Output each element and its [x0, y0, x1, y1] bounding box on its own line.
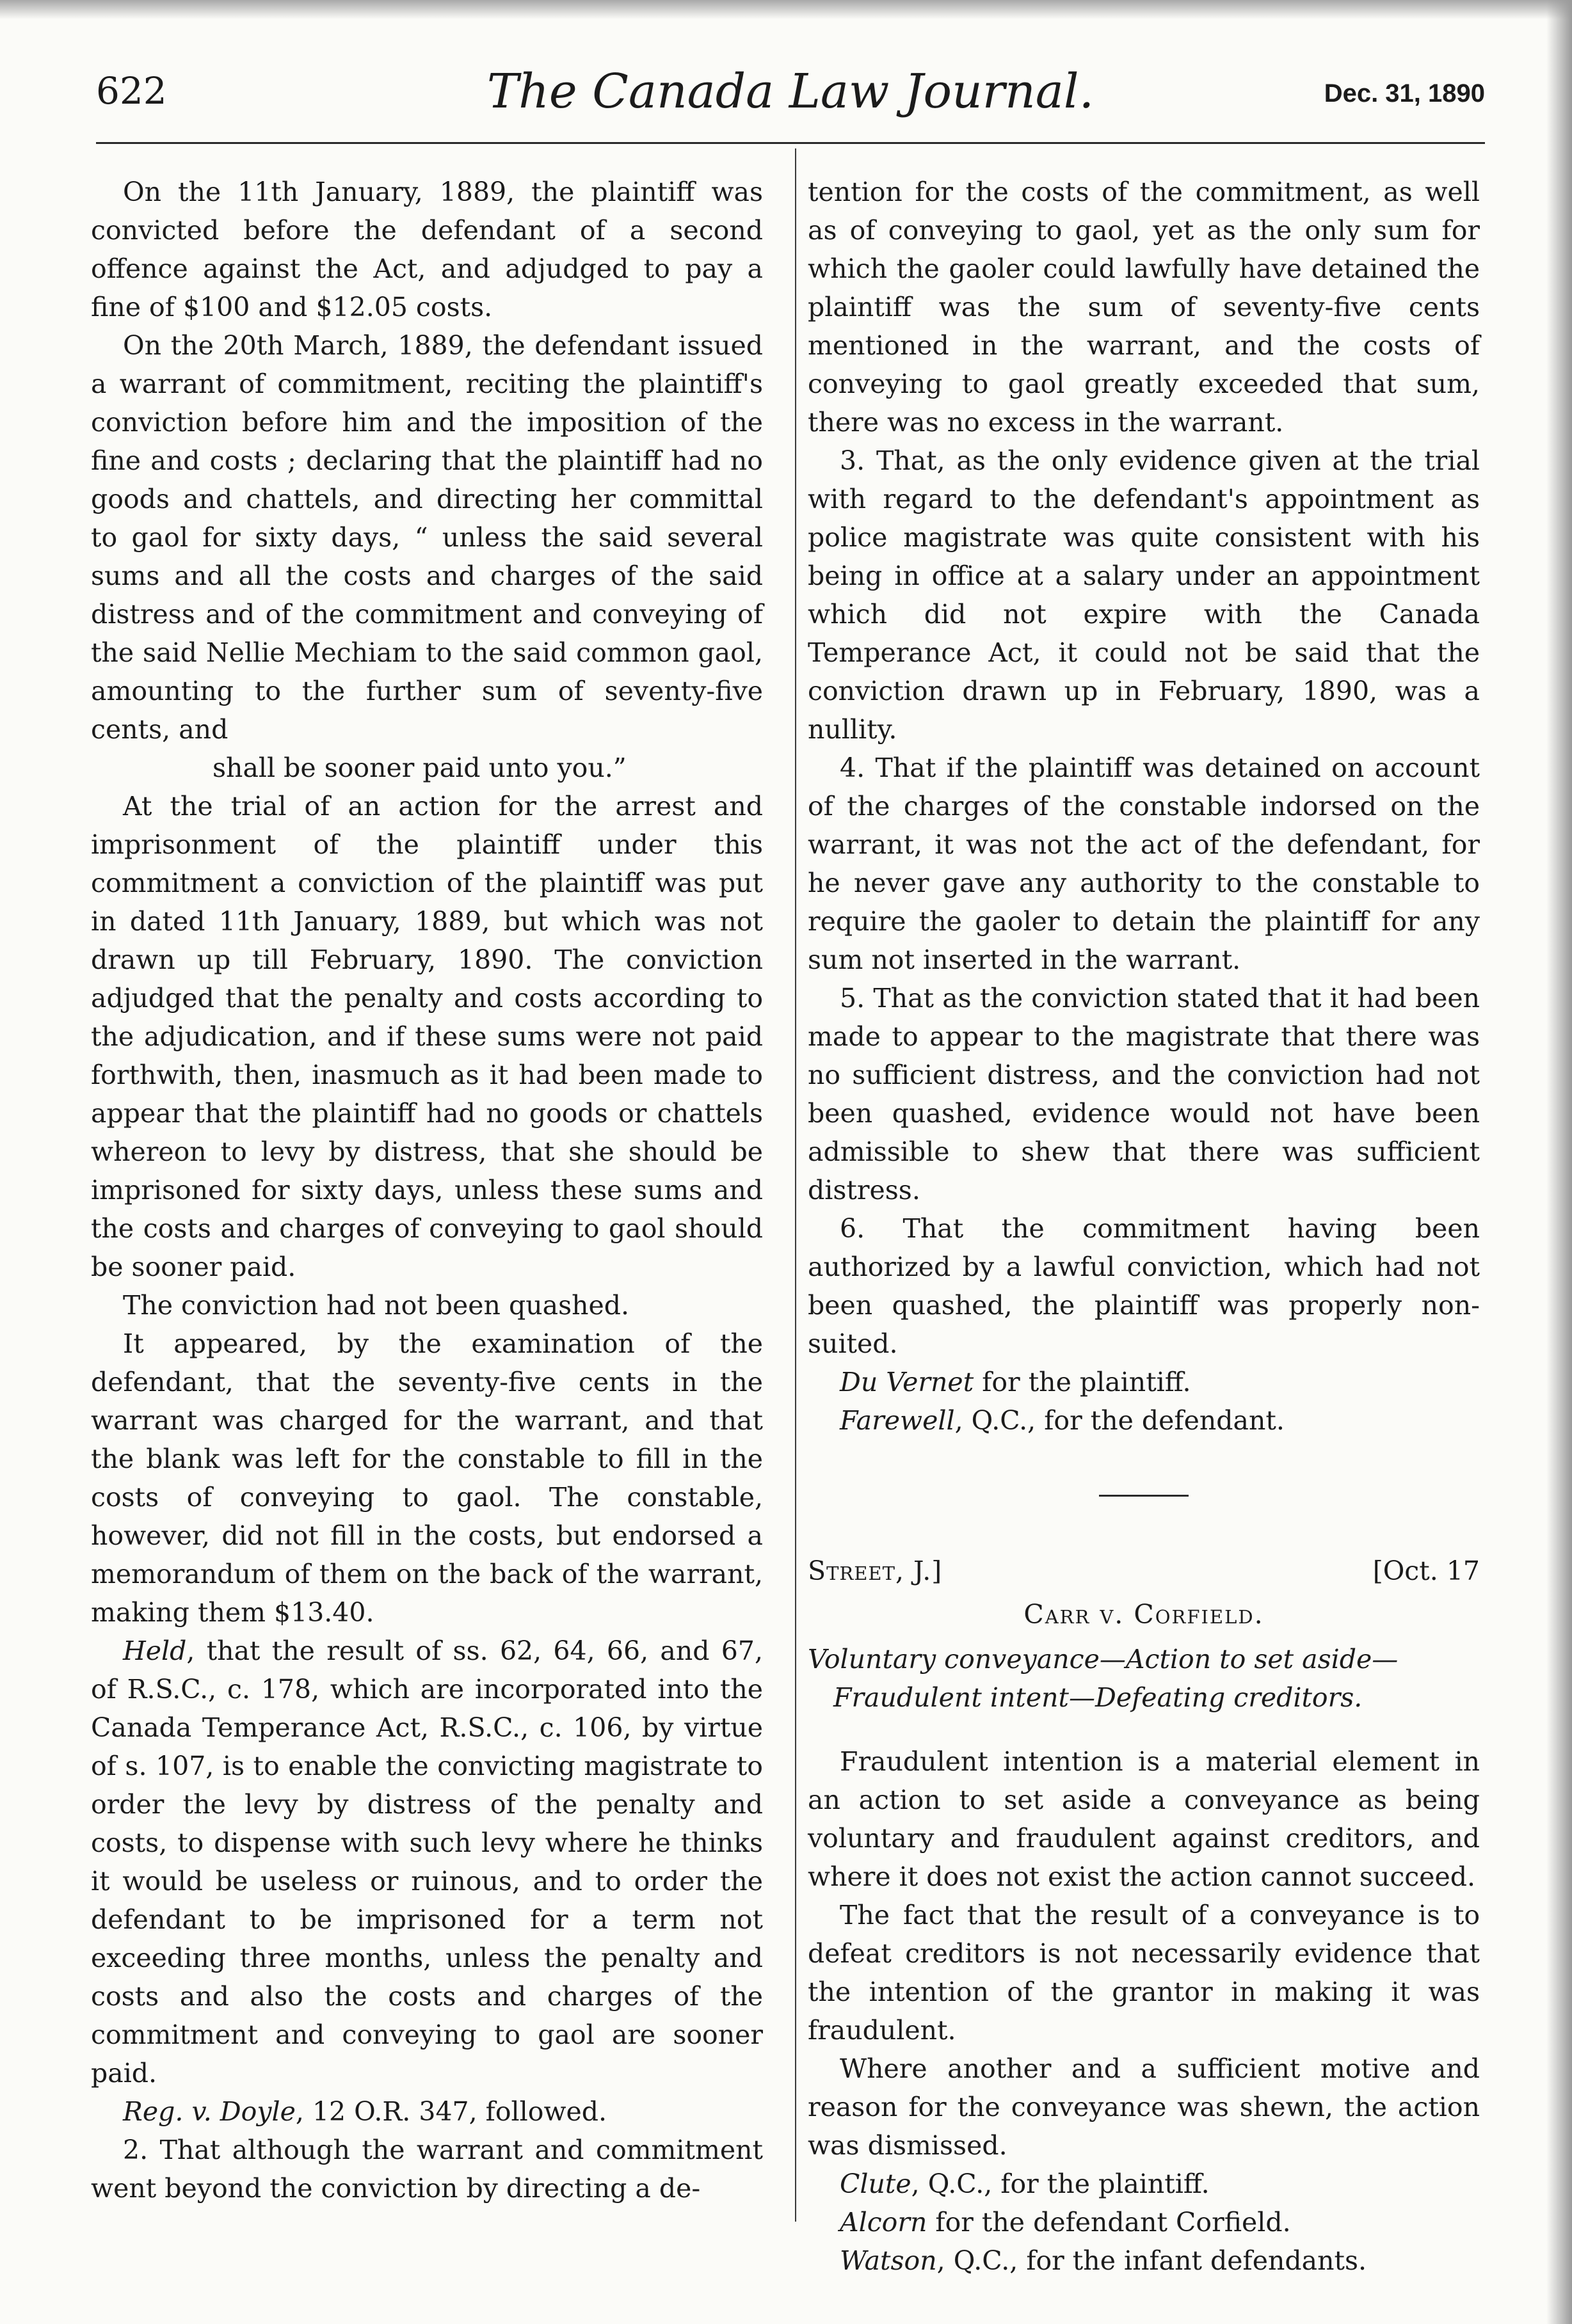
counsel-role: , Q.C., for the plaintiff. — [911, 2169, 1210, 2199]
paragraph: The conviction had not been quashed. — [123, 1290, 630, 1321]
numbered-paragraph: 2. That although the warrant and commitment went beyond the conviction by directing a de- — [91, 2135, 763, 2204]
held-word: Held — [123, 1636, 187, 1666]
journal-title: The Canada Law Journal. — [486, 64, 1095, 119]
holding-paragraph — [91, 1632, 763, 2092]
case-title: Carr v. Corfield. — [1023, 1599, 1264, 1630]
paragraph: At the trial of an action for the arrest and imprisonment of the plaintiff under this commitment a conviction of the plaintiff was put in dated 11th January, 1889, but which was not drawn up till February, 1890. The conviction adjudged that the penalty and costs according to the adjudication, and if these sums were not paid forthwith, then, inasmuch as it had been made to appear that the plaintiff had no goods or chattels whereon to levy by distress, that she should be imprisoned for sixty days, unless these sums and the costs and charges of conveying to gaol should be sooner paid. — [91, 791, 763, 1282]
paragraph: It appeared, by the examination of the defendant, that the seventy-five cents in the warrant was charged for the warrant, and that the blank was left for the constable to fill in the costs of conveying to gaol. The constable, however, did not fill in the costs, but endorsed a memorandum of them on the back of the warrant, making them $13.40. — [91, 1328, 763, 1628]
scan-edge-shadow — [0, 0, 1572, 19]
counsel-line — [808, 2203, 1480, 2241]
counsel-role: , Q.C., for the infant defendants. — [936, 2245, 1367, 2276]
citation-text: , 12 O.R. 347, followed. — [295, 2096, 607, 2127]
court-line — [808, 1552, 1480, 1590]
counsel-line — [808, 1401, 1480, 1440]
court-date: [Oct. 17 — [1372, 1556, 1480, 1586]
counsel-name: Alcorn — [840, 2207, 927, 2238]
cited-case: Reg. v. Doyle — [123, 2096, 296, 2127]
section-divider — [1099, 1495, 1189, 1497]
paragraph: On the 11th January, 1889, the plaintiff was convicted before the defendant of a second offence against the Act, and adjudged to pay a fine of $100 and $12.05 costs. — [91, 177, 763, 322]
right-column — [808, 173, 1480, 2280]
paragraph: On the 20th March, 1889, the defendant issued a warrant of commitment, reciting the plaintiff's conviction before him and the imposition of the fine and costs ; declaring that the plaintiff had no goods and chattels, and directing her committal to gaol for sixty days, “ unless the said several sums and all the costs and charges of the said distress and of the commitment and conveying of the said Nellie Mechiam to the said common gaol, amounting to the further sum of seventy-five cents, and — [91, 330, 763, 745]
paragraph: The fact that the result of a conveyance is to defeat creditors is not necessarily evidence that the intention of the grantor in making it was fraudulent. — [808, 1900, 1480, 2046]
judge-name: Street, J.] — [808, 1556, 943, 1586]
paragraph: tention for the costs of the commitment, as well as of conveying to gaol, yet as the only sum for which the gaoler could lawfully have detained the plaintiff was the sum of seventy-five cents mentioned in the warrant, and the costs of conveying to gaol greatly exceeded that sum, there was no excess in the warrant. — [808, 177, 1480, 438]
paragraph: Where another and a sufficient motive and reason for the conveyance was shewn, the action was dismissed. — [808, 2053, 1480, 2161]
numbered-paragraph: 4. That if the plaintiff was detained on account of the charges of the constable indorsed on the warrant, it was not the act of the defendant, for he never gave any authority to the constable to require the gaoler to detain the plaintiff for any sum not inserted in the warrant. — [808, 752, 1480, 975]
numbered-paragraph: 5. That as the conviction stated that it had been made to appear to the magistrate that there was no sufficient distress, and the conviction had not been quashed, evidence would not have been admissible to shew that there was sufficient distress. — [808, 983, 1480, 1206]
page-edge-shadow — [1546, 0, 1572, 2324]
case-citation — [91, 2092, 763, 2131]
column-divider — [795, 148, 796, 2222]
counsel-role: for the defendant Corfield. — [927, 2207, 1291, 2238]
left-column — [91, 173, 763, 2208]
counsel-line — [808, 2241, 1480, 2280]
counsel-role: for the plaintiff. — [974, 1367, 1191, 1397]
headnote: Voluntary conveyance—Action to set aside—Fraudulent intent—Defeating creditors. — [808, 1644, 1399, 1713]
counsel-name: Clute — [840, 2169, 911, 2199]
counsel-role: , Q.C., for the defendant. — [954, 1405, 1285, 1436]
page-number: 622 — [96, 69, 167, 113]
numbered-paragraph: 6. That the commitment having been authorized by a lawful conviction, which had not been quashed, the plaintiff was properly non-suited. — [808, 1213, 1480, 1359]
quote-end: shall be sooner paid unto you.” — [213, 752, 627, 783]
counsel-name: Farewell — [840, 1405, 955, 1436]
counsel-line — [808, 1363, 1480, 1401]
numbered-paragraph: 3. That, as the only evidence given at the trial with regard to the defendant's appointment as police magistrate was quite consistent with his being in office at a salary under an appointment which did not expire with the Canada Temperance Act, it could not be said that the conviction drawn up in February, 1890, was a nullity. — [808, 445, 1480, 745]
issue-date: Dec. 31, 1890 — [1324, 79, 1485, 107]
counsel-name: Watson — [840, 2245, 937, 2276]
counsel-line — [808, 2165, 1480, 2203]
counsel-name: Du Vernet — [840, 1367, 974, 1397]
holding-text: , that the result of ss. 62, 64, 66, and 67, of R.S.C., c. 178, which are incorporated into the Canada Temperance Act, R.S.C., c. 106, by virtue of s. 107, is to enable the convicting magistrate to order the levy by distress of the penalty and costs, to dispense with such levy where he thinks it would be useless or ruinous, and to order the defendant to be imprisoned for a term not exceeding three months, unless the penalty and costs and also the costs and charges of the commitment and conveying to gaol are sooner paid. — [91, 1636, 763, 2089]
page-header — [96, 64, 1485, 134]
paragraph: Fraudulent intention is a material element in an action to set aside a conveyance as being voluntary and fraudulent against creditors, and where it does not exist the action cannot succeed. — [808, 1746, 1480, 1892]
header-rule — [96, 142, 1485, 144]
